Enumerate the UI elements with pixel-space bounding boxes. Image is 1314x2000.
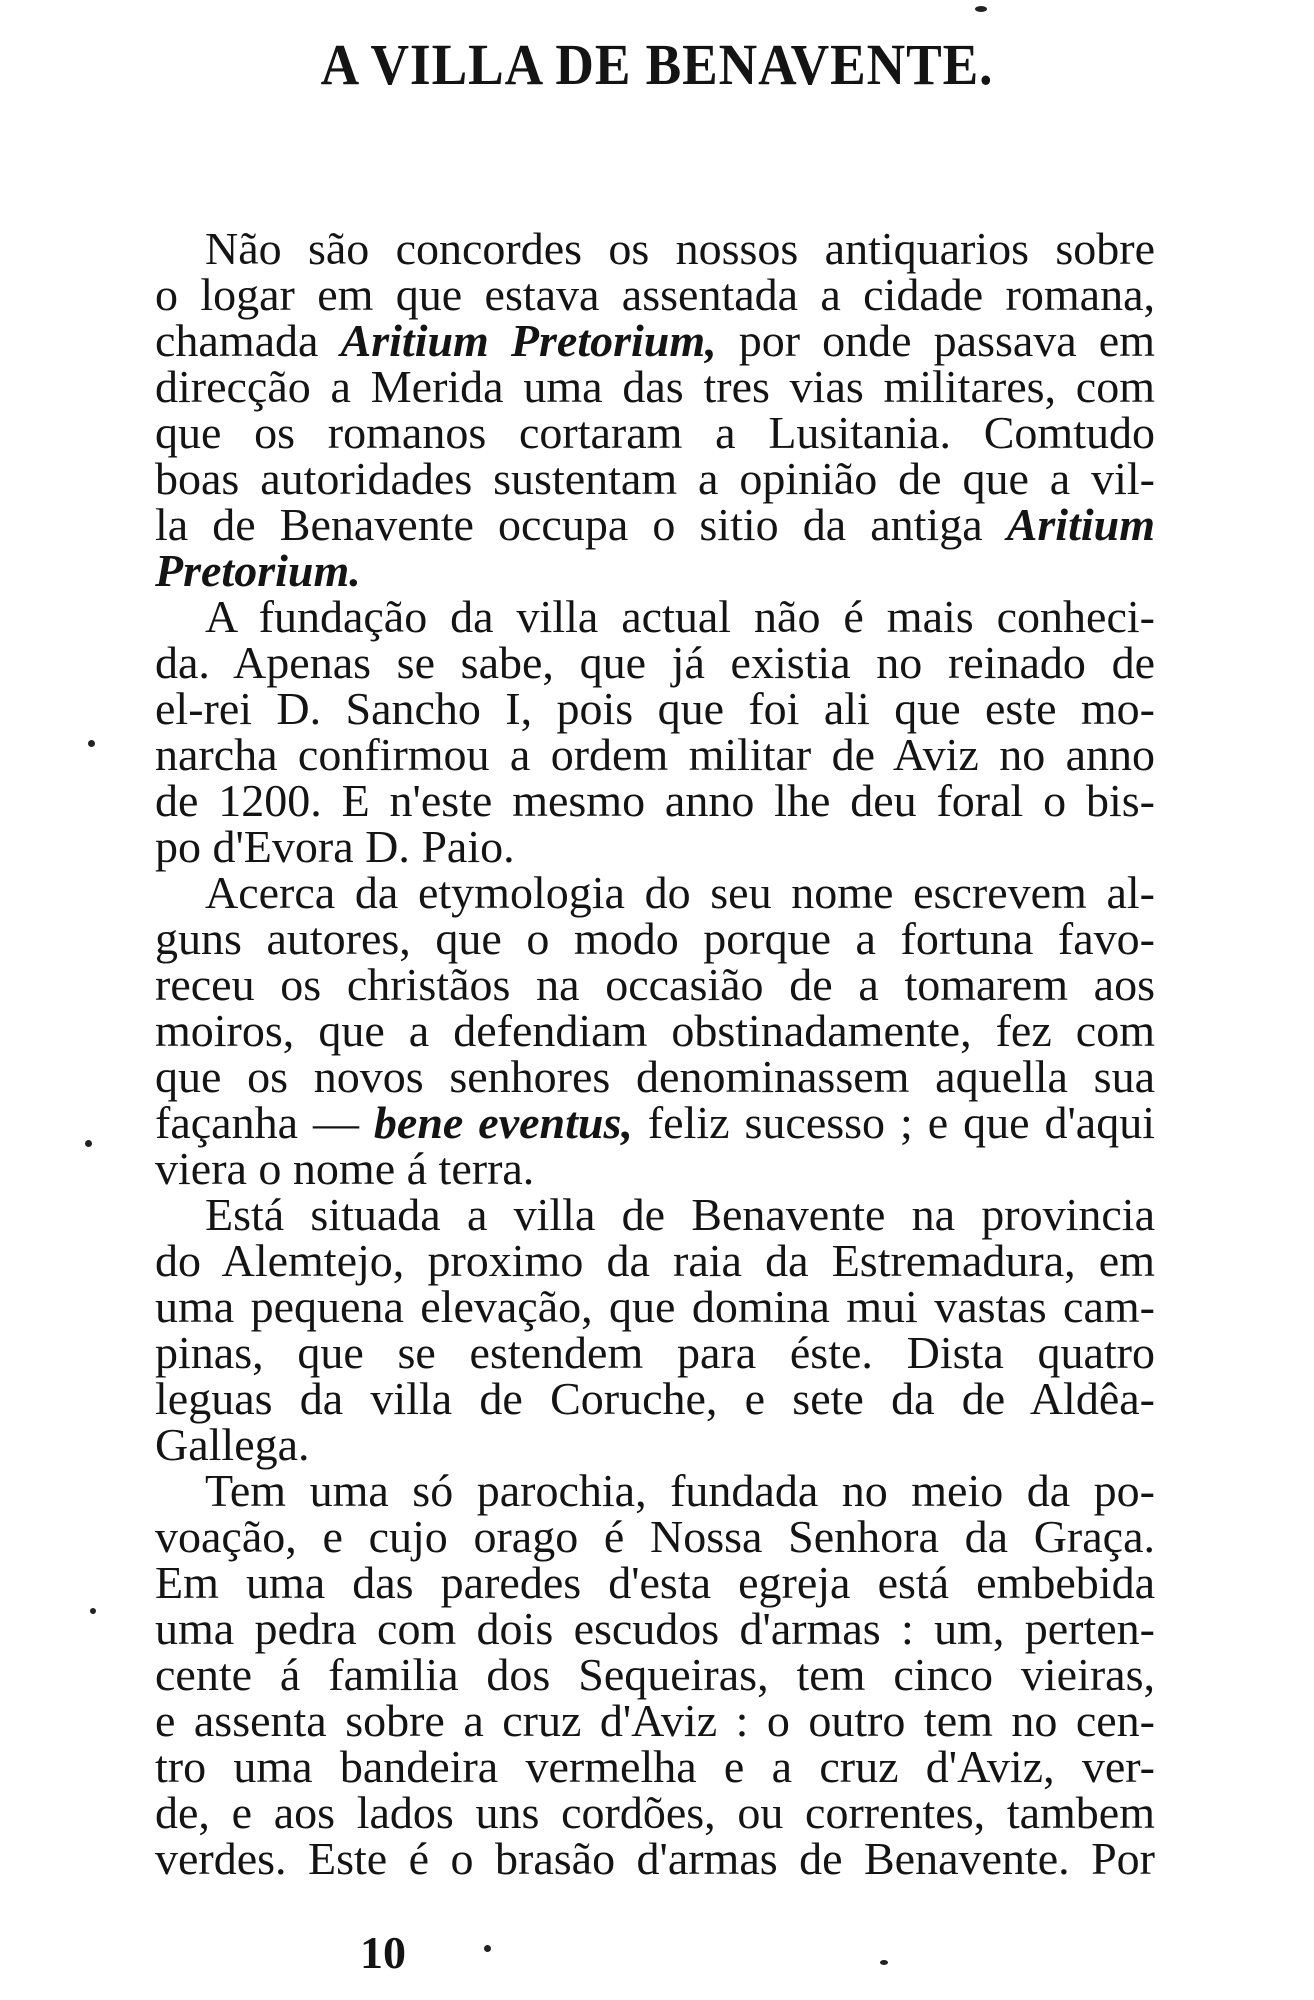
line-text: leguas da villa de Coruche, e sete da de Aldêa-	[155, 1373, 1155, 1424]
line-text: chamada	[155, 315, 341, 366]
text-line	[155, 407, 1155, 458]
line-text: la de Benavente occupa o sitio da antiga	[155, 499, 1007, 550]
line-text: por onde passava em	[716, 315, 1156, 366]
text-line	[155, 269, 1155, 320]
text-line	[155, 1097, 1155, 1148]
line-text: o logar em que estava assentada a cidade romana,	[155, 269, 1155, 320]
text-line	[155, 729, 1155, 780]
line-text: el-rei D. Sancho I, pois que foi ali que este mo-	[155, 683, 1155, 734]
line-text: façanha —	[155, 1097, 374, 1148]
text-line	[155, 1281, 1155, 1332]
body-text	[155, 223, 1156, 1884]
text-line	[155, 1741, 1155, 1792]
line-text: Não são concordes os nossos antiquarios sobre	[205, 223, 1155, 274]
text-line	[155, 453, 1155, 504]
scan-speck	[484, 1945, 491, 1952]
text-line	[155, 1419, 1155, 1470]
text-line	[155, 1787, 1155, 1838]
text-line	[155, 1373, 1155, 1424]
page-number: 10	[360, 1927, 406, 1978]
text-line	[155, 223, 1155, 274]
text-line	[155, 1235, 1155, 1286]
text-line	[155, 913, 1155, 964]
line-text: po d'Evora D. Paio.	[155, 821, 515, 872]
text-line	[155, 959, 1155, 1010]
line-text: cente á familia dos Sequeiras, tem cinco vieiras,	[155, 1649, 1155, 1700]
line-text: e assenta sobre a cruz d'Aviz : o outro tem no cen-	[155, 1695, 1155, 1746]
line-text: Gallega.	[155, 1419, 310, 1470]
scan-speck	[90, 1608, 96, 1614]
line-text: boas autoridades sustentam a opinião de que a vil-	[155, 453, 1155, 504]
line-text: verdes. Este é o brasão d'armas de Benavente. Por	[155, 1833, 1155, 1884]
line-text: Tem uma só parochia, fundada no meio da po-	[205, 1465, 1155, 1516]
text-line	[155, 499, 1155, 550]
text-line	[155, 315, 1156, 366]
page-title: A VILLA DE BENAVENTE.	[320, 32, 994, 97]
line-text: que os novos senhores denominassem aquella sua	[155, 1051, 1155, 1102]
line-text: do Alemtejo, proximo da raia da Estremadura, em	[155, 1235, 1155, 1286]
line-text: Acerca da etymologia do seu nome escrevem al-	[205, 867, 1155, 918]
line-text: moiros, que a defendiam obstinadamente, fez com	[155, 1005, 1155, 1056]
text-line	[155, 545, 1155, 596]
text-line	[155, 1603, 1155, 1654]
text-line	[155, 1833, 1155, 1884]
line-text: feliz sucesso ; e que d'aqui	[632, 1097, 1155, 1148]
text-line	[155, 1143, 1155, 1194]
text-line	[155, 1511, 1155, 1562]
line-text: uma pequena elevação, que domina mui vastas cam-	[155, 1281, 1155, 1332]
text-line	[155, 821, 1155, 872]
line-text: uma pedra com dois escudos d'armas : um, perten-	[155, 1603, 1155, 1654]
line-text: que os romanos cortaram a Lusitania. Comtudo	[155, 407, 1155, 458]
text-line	[155, 1051, 1155, 1102]
text-line	[155, 1327, 1155, 1378]
text-line	[155, 1695, 1155, 1746]
text-line	[155, 637, 1155, 688]
text-line	[155, 867, 1155, 918]
line-text: guns autores, que o modo porque a fortuna favo-	[155, 913, 1155, 964]
line-text: pinas, que se estendem para éste. Dista quatro	[155, 1327, 1155, 1378]
line-text: Está situada a villa de Benavente na provincia	[205, 1189, 1155, 1240]
scan-speck	[88, 740, 95, 747]
scan-speck	[975, 6, 987, 12]
text-line	[155, 1005, 1155, 1056]
line-text: Em uma das paredes d'esta egreja está embebida	[155, 1557, 1155, 1608]
line-text: da. Apenas se sabe, que já existia no reinado de	[155, 637, 1155, 688]
text-line	[155, 361, 1155, 412]
italic-phrase: Pretorium.	[155, 545, 361, 596]
scan-speck	[85, 1140, 92, 1147]
italic-phrase: Aritium Pretorium,	[340, 315, 717, 366]
line-text: A fundação da villa actual não é mais conheci-	[205, 591, 1155, 642]
line-text: narcha confirmou a ordem militar de Aviz no anno	[155, 729, 1155, 780]
line-text: voação, e cujo orago é Nossa Senhora da Graça.	[155, 1511, 1155, 1562]
text-line	[155, 1557, 1155, 1608]
italic-phrase: Aritium	[1006, 499, 1155, 550]
text-line	[155, 591, 1155, 642]
text-line	[155, 683, 1155, 734]
line-text: receu os christãos na occasião de a tomarem aos	[155, 959, 1155, 1010]
line-text: viera o nome á terra.	[155, 1143, 535, 1194]
line-text: de 1200. E n'este mesmo anno lhe deu foral o bis-	[155, 775, 1155, 826]
text-line	[155, 1465, 1155, 1516]
text-line	[155, 775, 1155, 826]
line-text: direcção a Merida uma das tres vias militares, com	[155, 361, 1155, 412]
italic-phrase: bene eventus,	[373, 1097, 633, 1148]
line-text: de, e aos lados uns cordões, ou correntes, tambem	[155, 1787, 1155, 1838]
line-text: tro uma bandeira vermelha e a cruz d'Aviz, ver-	[155, 1741, 1155, 1792]
text-line	[155, 1649, 1155, 1700]
text-line	[155, 1189, 1155, 1240]
scan-speck	[880, 1960, 888, 1965]
